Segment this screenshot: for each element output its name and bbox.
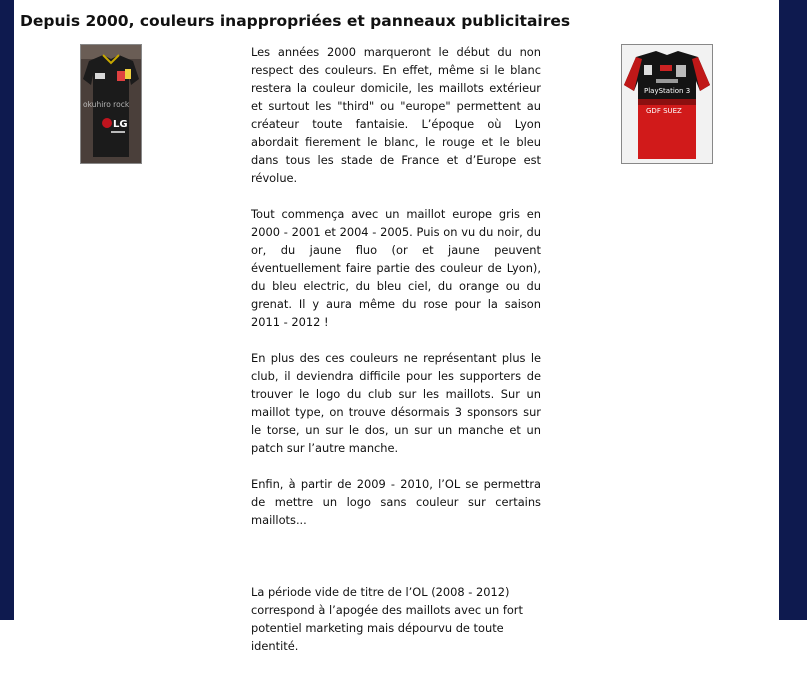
lg-sponsor-text: LG — [113, 119, 128, 130]
paragraph-spacer — [251, 547, 541, 583]
playstation-sponsor-text: PlayStation 3 — [644, 87, 691, 95]
article-paragraph-3: En plus des ces couleurs ne représentant plus le club, il deviendra difficile pour les supporters de trouver le logo du club sur les maillots. Sur un maillot type, on trouve désormais 3 sponsors sur le torse, un sur le dos, un sur un manche et un patch sur l’autre manche. — [251, 351, 541, 455]
right-page-border — [779, 0, 807, 620]
left-page-border — [0, 0, 14, 620]
black-jersey-image — [81, 45, 141, 163]
article-paragraph-1: Les années 2000 marqueront le début du non respect des couleurs. En effet, même si le blanc restera la couleur domicile, les maillots extérieur et surtout les "third" ou "europe" permettent au créateur toute fantaisie. L’époque où Lyon abordait fierement le blanc, le rouge et le bleu dans tous les stade de France et d’Europe est révolue. — [251, 45, 541, 185]
sleeve-sponsor-text: GDF SUEZ — [646, 107, 682, 115]
article-body — [251, 43, 541, 673]
section-title: Depuis 2000, couleurs inappropriées et panneaux publicitaires — [20, 12, 571, 30]
watermark-text: okuhiro rock — [83, 100, 130, 109]
article-paragraph-2: Tout commença avec un maillot europe gris en 2000 - 2001 et 2004 - 2005. Puis on vu du noir, du or, du jaune fluo (or et jaune peuvent éventuellement faire partie des couleur de Lyon), du bleu electric, du bleu ciel, du orange ou du grenat. Il y aura même du rose pour la saison 2011 - 2012 ! — [251, 207, 541, 329]
red-black-jersey-photo[interactable] — [621, 44, 713, 164]
article-paragraph-5: La période vide de titre de l’OL (2008 - 2012) correspond à l’apogée des maillots avec un fort potentiel marketing mais dépourvu de toute identité. — [251, 585, 523, 653]
article-paragraph-4: Enfin, à partir de 2009 - 2010, l’OL se permettra de mettre un logo sans couleur sur certains maillots... — [251, 477, 541, 527]
black-jersey-photo[interactable] — [80, 44, 142, 164]
red-black-jersey-image — [622, 45, 712, 163]
